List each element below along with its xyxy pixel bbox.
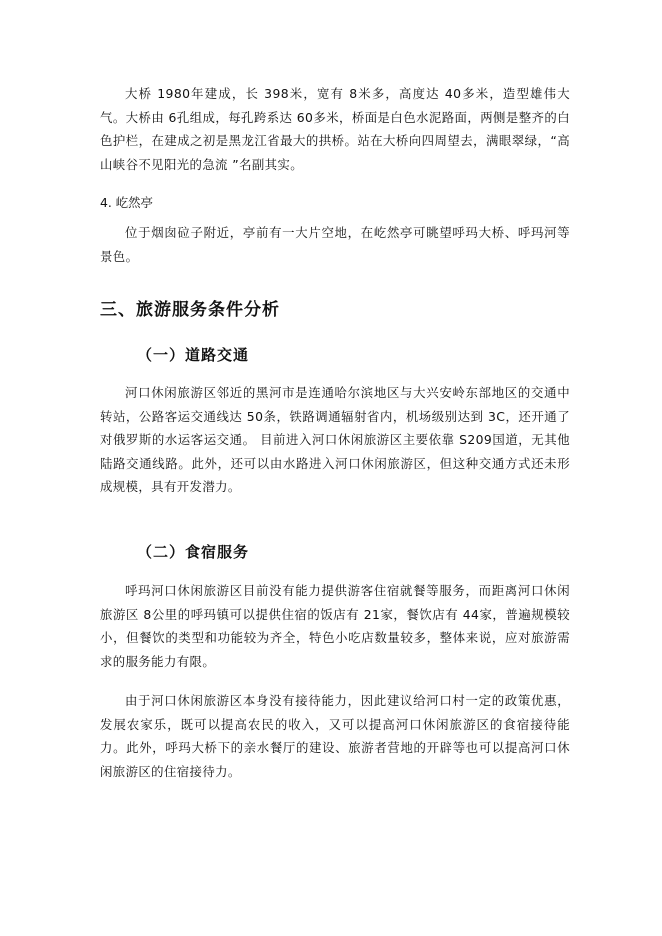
item-4-title: 4. 屹然亭 bbox=[100, 195, 153, 210]
section-3-heading: 三、旅游服务条件分析 bbox=[100, 300, 280, 320]
paragraph-bridge: 大桥 1980年建成，长 398米，宽有 8米多，高度达 40多米，造型雄伟大气。大桥由 6孔组成，每孔跨系达 60多米，桥面是白色水泥路面，两侧是整齐的白色护栏，在建成之初是黑龙江省最大的拱桥。站在大桥向四周望去，满眼翠绿，“高山峡谷不见阳光的急流 ”名副其实。 bbox=[100, 86, 570, 172]
paragraph-pavilion: 位于烟囱砬子附近，亭前有一大片空地，在屹然亭可眺望呼玛大桥、呼玛河等景色。 bbox=[100, 225, 570, 264]
paragraph-traffic: 河口休闲旅游区邻近的黑河市是连通哈尔滨地区与大兴安岭东部地区的交通中转站，公路客运交通线达 50条，铁路调通辐射省内，机场级别达到 3C，还开通了对俄罗斯的水运客运交通。 目前进入河口休闲旅游区主要依靠 S209国道，无其他陆路交通线路。此外，还可以由水路进入河口休闲旅游区，但这种交通方式还未形成规模，具有开发潜力。 bbox=[100, 385, 570, 494]
paragraph-lodging-1: 呼玛河口休闲旅游区目前没有能力提供游客住宿就餐等服务，而距离河口休闲旅游区 8公里的呼玛镇可以提供住宿的饭店有 21家，餐饮店有 44家，普遍规模较小，但餐饮的类型和功能较为齐全，特色小吃店数量较多，整体来说，应对旅游需求的服务能力有限。 bbox=[100, 583, 570, 669]
subsection-traffic-heading: （一）道路交通 bbox=[137, 346, 250, 364]
subsection-lodging-heading: （二）食宿服务 bbox=[137, 543, 250, 561]
paragraph-lodging-2: 由于河口休闲旅游区本身没有接待能力，因此建议给河口村一定的政策优惠，发展农家乐，既可以提高农民的收入，又可以提高河口休闲旅游区的食宿接待能力。此外，呼玛大桥下的亲水餐厅的建设、旅游者营地的开辟等也可以提高河口休闲旅游区的住宿接待力。 bbox=[100, 693, 570, 779]
